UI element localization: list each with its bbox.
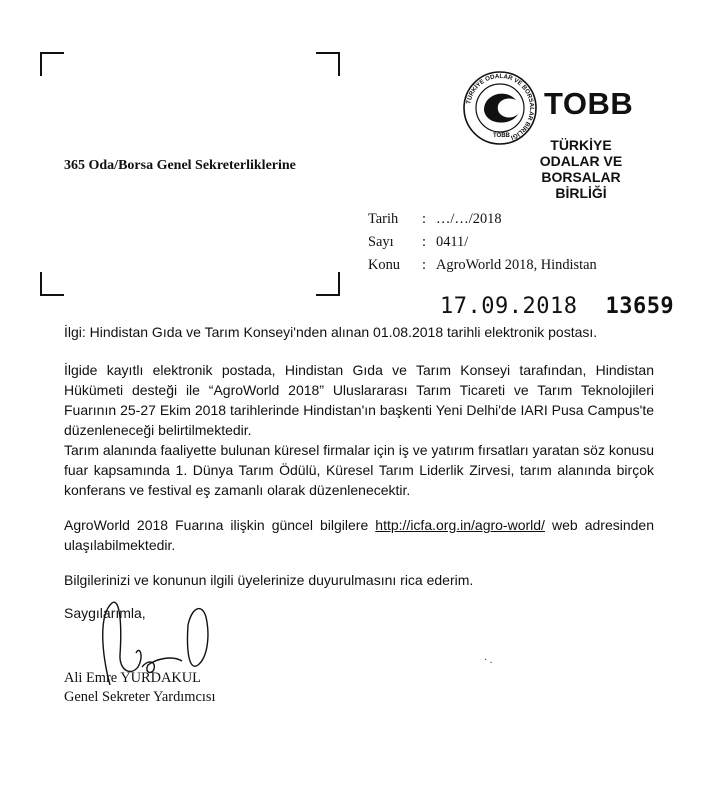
konu-value: AgroWorld 2018, Hindistan (436, 257, 597, 273)
konu-label: Konu (368, 257, 400, 273)
body-paragraph-3 (64, 515, 654, 555)
tarih-value: …/…/2018 (436, 211, 502, 227)
svg-text:TOBB: TOBB (493, 133, 510, 139)
signatory-name: Ali Emre YURDAKUL (64, 670, 201, 686)
tobb-seal-logo (462, 70, 538, 146)
meta-separator: : (422, 211, 426, 227)
sayi-value: 0411/ (436, 234, 469, 250)
signatory-title: Genel Sekreter Yardımcısı (64, 689, 216, 705)
stamp-number: 13659 (605, 294, 675, 319)
document-meta (368, 208, 597, 277)
signatory-block (64, 669, 215, 707)
p3-text-after: web adresinden ulaşılabilmektedir. (64, 517, 654, 553)
stamp-date: 17.09.2018 (440, 294, 578, 319)
reference-line: İlgi: Hindistan Gıda ve Tarım Konseyi'nden alınan 01.08.2018 tarihli elektronik postası. (64, 324, 598, 340)
closing-salutation: Saygılarımla, (64, 605, 146, 621)
org-line-1: TÜRKİYE (550, 137, 612, 153)
tarih-label: Tarih (368, 211, 399, 227)
corner-mark-bottom-left (40, 272, 64, 296)
corner-mark-top-right (316, 52, 340, 76)
corner-mark-bottom-right (316, 272, 340, 296)
p3-text-before: AgroWorld 2018 Fuarına ilişkin güncel bilgilere (64, 517, 376, 533)
org-line-3: BİRLİĞİ (555, 185, 607, 201)
seal-ring-text: TÜRKİYE ODALAR VE BORSALAR BİRLİĞİ (465, 72, 536, 141)
body-paragraph-2: Tarım alanında faaliyette bulunan küresel firmalar için iş ve yatırım fırsatları yaratan söz konusu fuar kapsamında 1. Dünya Tarım Ödülü, Küresel Tarım Liderlik Zirvesi, tarım alanında birçok konferans ve festival eş zamanlı olarak düzenlenecektir. (64, 442, 654, 498)
registry-stamp (440, 294, 674, 319)
corner-mark-top-left (40, 52, 64, 76)
agroworld-link[interactable]: http://icfa.org.in/agro-world/ (375, 517, 545, 533)
tobb-logo-text: TOBB (544, 86, 634, 121)
body-paragraph-1: İlgide kayıtlı elektronik postada, Hindistan Gıda ve Tarım Konseyi tarafından, Hindistan Hükümeti desteği ile “AgroWorld 2018” Uluslararası Tarım Ticareti ve Tarım Teknolojileri Fuarının 25-27 Ekim 2018 tarihlerinde Hindistan'ın başkenti Yeni Delhi'de IARI Pusa Campus'te düzenleneceği belirtilmektedir. (64, 362, 654, 438)
body-paragraph-4: Bilgilerinizi ve konunun ilgili üyelerinize duyurulmasını rica ederim. (64, 572, 474, 588)
meta-row-tarih (368, 208, 597, 231)
organization-name (506, 137, 656, 201)
meta-separator: : (422, 234, 426, 250)
meta-row-konu (368, 254, 597, 277)
meta-row-sayi (368, 231, 597, 254)
sayi-label: Sayı (368, 234, 394, 250)
org-line-2: ODALAR VE BORSALAR (539, 153, 623, 185)
meta-separator: : (422, 257, 426, 273)
scan-speck: · . (484, 655, 493, 666)
recipient-line: 365 Oda/Borsa Genel Sekreterliklerine (64, 158, 296, 173)
